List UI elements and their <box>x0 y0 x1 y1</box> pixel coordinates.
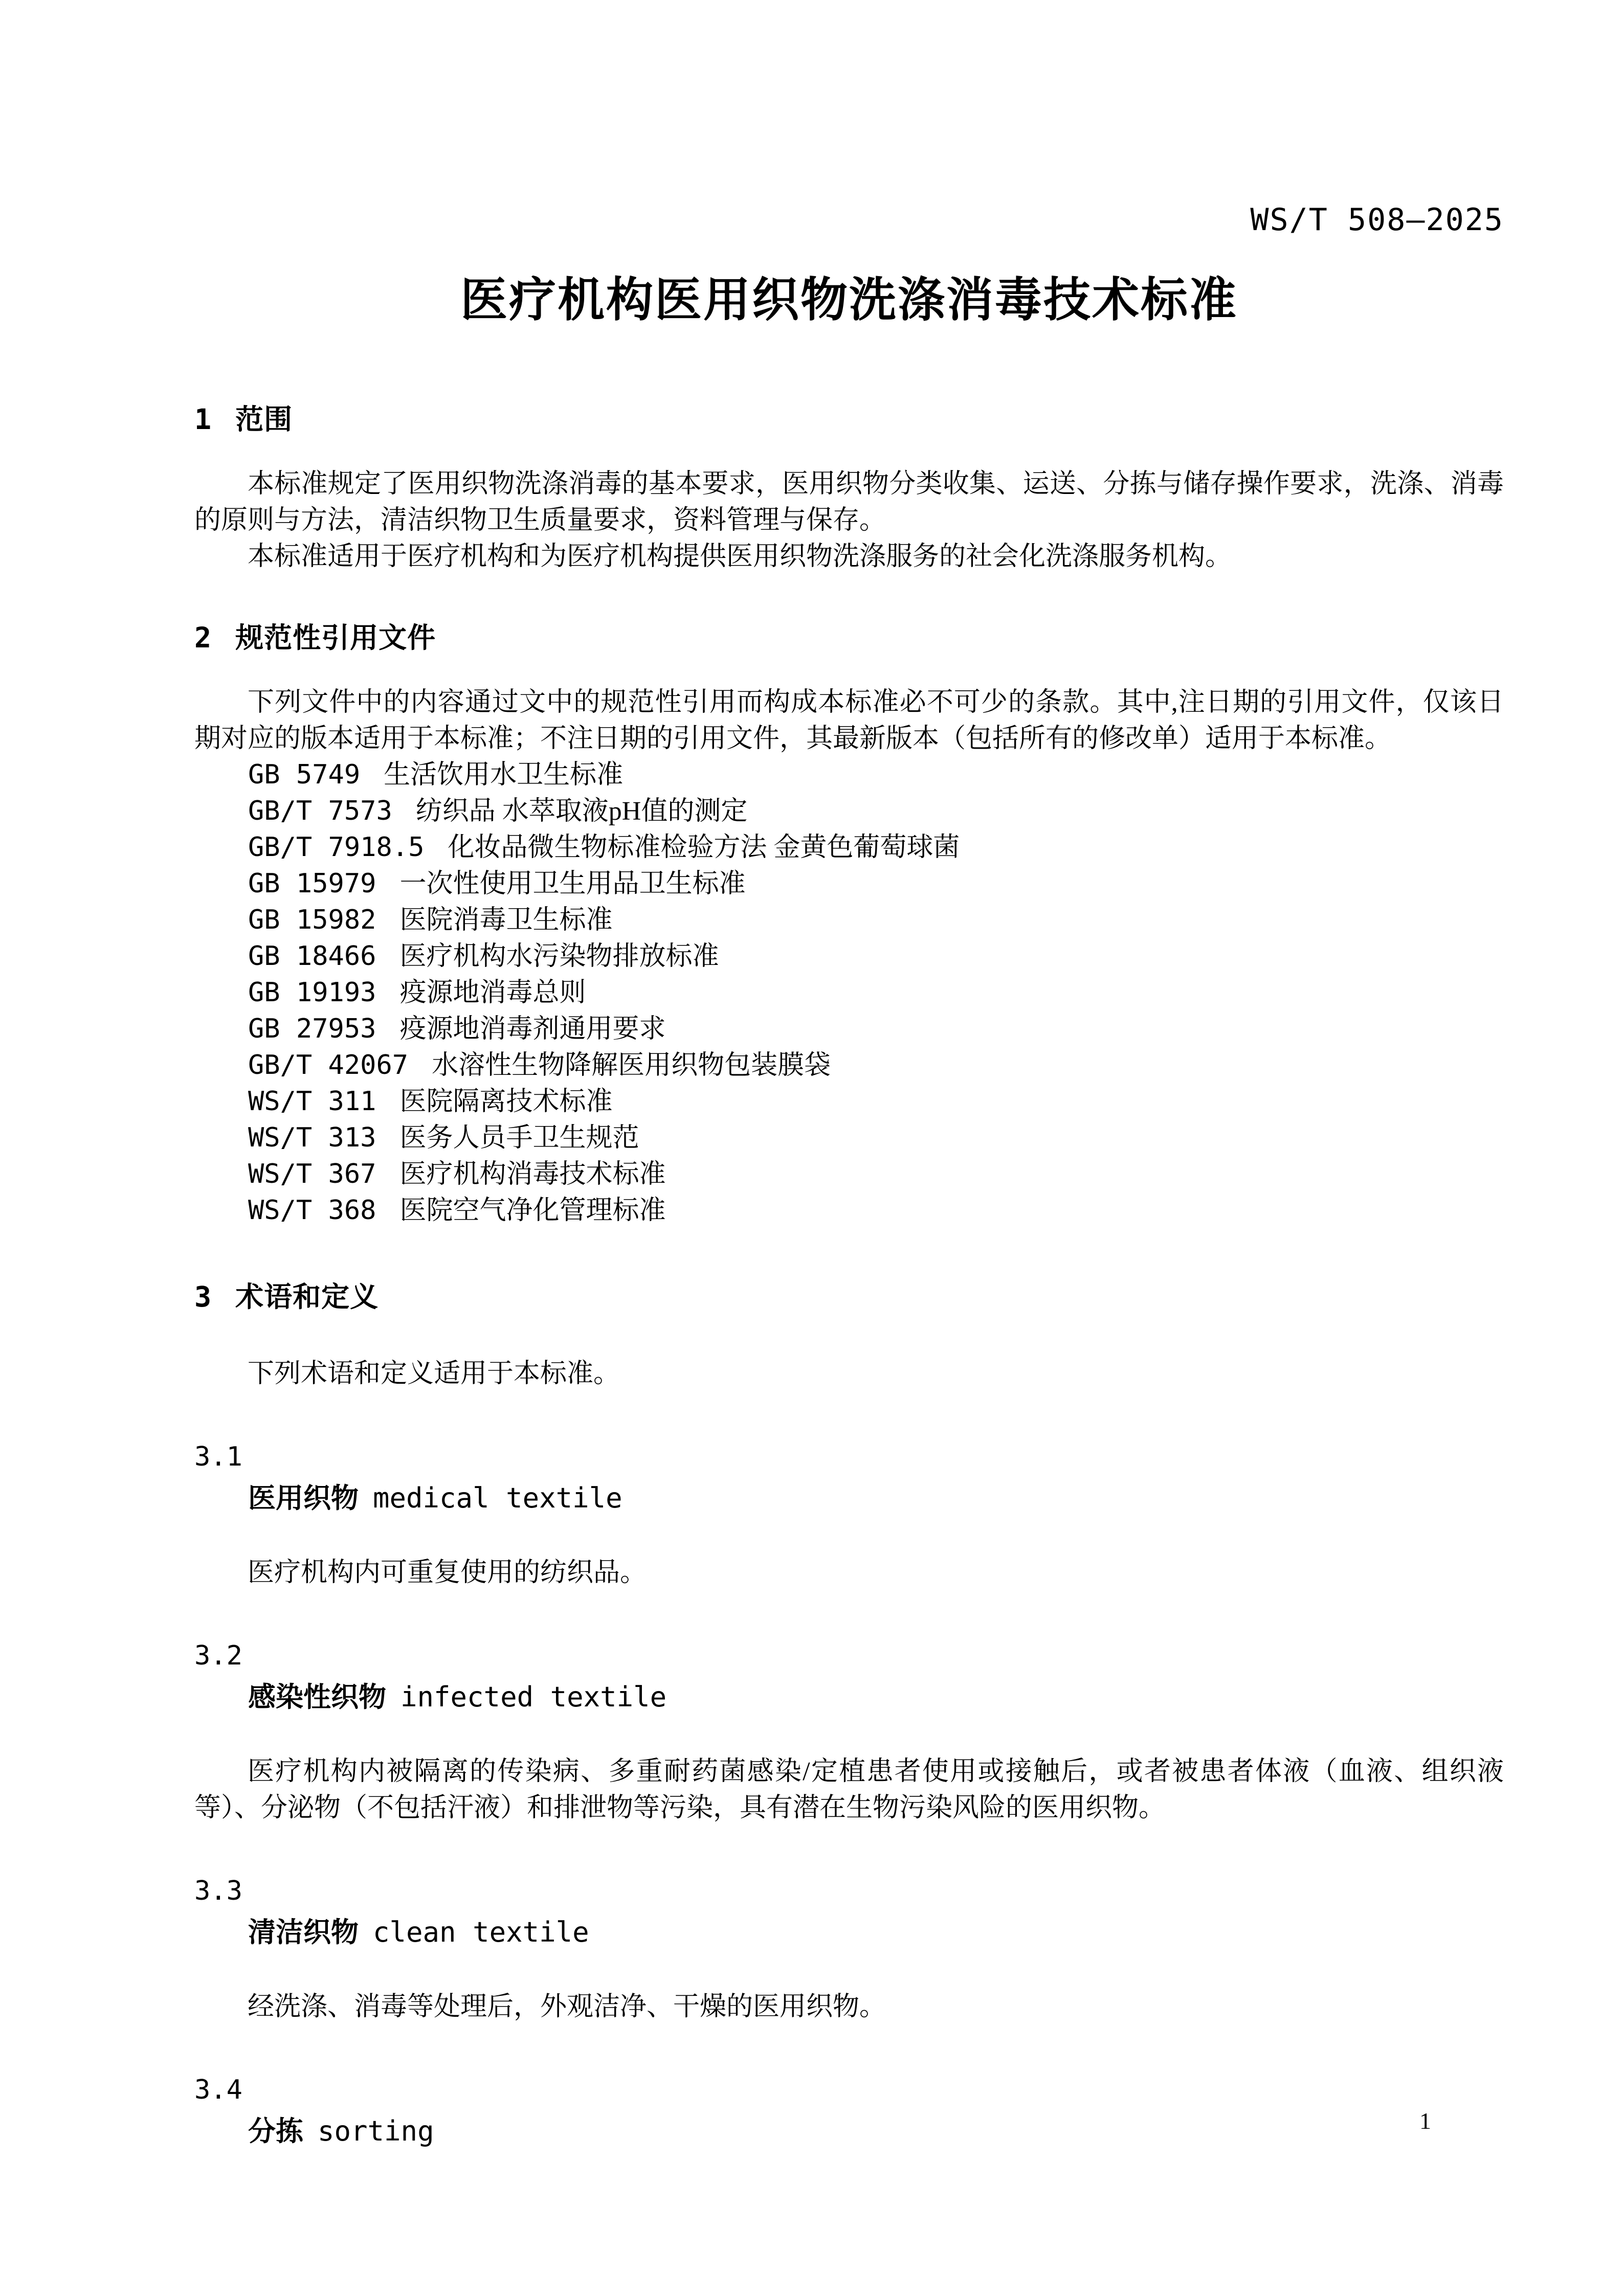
term-zh: 清洁织物 <box>248 1917 359 1948</box>
section-2-heading <box>194 622 1504 654</box>
term-block-3-4 <box>194 2074 1504 2148</box>
reference-title: 纺织品 水萃取液pH值的测定 <box>415 797 748 826</box>
term-definition: 医疗机构内被隔离的传染病、多重耐药菌感染/定植患者使用或接触后，或者被患者体液（血液、组织液等）、分泌物（不包括汗液）和排泄物等污染，具有潜在生物污染风险的医用织物。 <box>194 1757 1504 1822</box>
reference-item <box>194 866 1504 902</box>
reference-item <box>194 1120 1504 1156</box>
term-title <box>194 2115 1504 2148</box>
reference-code: GB 18466 <box>248 941 376 972</box>
term-en: infected textile <box>401 1681 667 1713</box>
section-2-number: 2 <box>194 621 212 654</box>
reference-code: WS/T 313 <box>248 1122 376 1153</box>
section-3-number: 3 <box>194 1280 212 1313</box>
term-title <box>194 1482 1504 1515</box>
reference-title: 疫源地消毒剂通用要求 <box>399 1015 666 1044</box>
section-3-heading <box>194 1281 1504 1313</box>
term-block-3-3 <box>194 1875 1504 2025</box>
reference-item <box>194 938 1504 975</box>
reference-code: GB/T 7918.5 <box>248 832 425 863</box>
term-en: sorting <box>318 2115 434 2147</box>
reference-code: GB 27953 <box>248 1014 376 1044</box>
term-en: clean textile <box>373 1916 589 1948</box>
term-definition: 医疗机构内可重复使用的纺织品。 <box>248 1558 647 1587</box>
section-1-heading <box>194 403 1504 435</box>
reference-item <box>194 1047 1504 1084</box>
reference-item <box>194 793 1504 829</box>
normative-references-intro: 下列文件中的内容通过文中的规范性引用而构成本标准必不可少的条款。其中,注日期的引用文件，仅该日期对应的版本适用于本标准；不注日期的引用文件，其最新版本（包括所有的修改单）适用于本标准。 <box>194 688 1504 753</box>
doc-number: WS/T 508—2025 <box>1250 202 1504 238</box>
reference-title: 化妆品微生物标准检验方法 金黄色葡萄球菌 <box>448 833 960 862</box>
reference-item <box>194 902 1504 938</box>
reference-title: 水溶性生物降解医用织物包装膜袋 <box>432 1051 831 1080</box>
reference-code: GB 15979 <box>248 868 376 899</box>
reference-item <box>194 975 1504 1011</box>
reference-title: 医院消毒卫生标准 <box>399 906 613 935</box>
reference-code: WS/T 368 <box>248 1195 376 1226</box>
reference-title: 医务人员手卫生规范 <box>399 1123 639 1153</box>
reference-title: 医疗机构水污染物排放标准 <box>399 942 719 971</box>
reference-title: 医院隔离技术标准 <box>399 1087 613 1116</box>
reference-code: WS/T 367 <box>248 1159 376 1189</box>
terms-intro: 下列术语和定义适用于本标准。 <box>248 1359 620 1388</box>
reference-item <box>194 1084 1504 1120</box>
term-number: 3.3 <box>194 1876 242 1906</box>
reference-code: GB/T 7573 <box>248 796 392 826</box>
reference-item <box>194 829 1504 866</box>
term-definition: 经洗涤、消毒等处理后，外观洁净、干燥的医用织物。 <box>248 1992 886 2021</box>
scope-paragraph-2: 本标准适用于医疗机构和为医疗机构提供医用织物洗涤服务的社会化洗涤服务机构。 <box>248 542 1232 571</box>
term-zh: 医用织物 <box>248 1483 359 1514</box>
reference-title: 生活饮用水卫生标准 <box>384 760 624 790</box>
page-number: 1 <box>1419 2108 1431 2134</box>
normative-references-list <box>194 757 1504 1229</box>
reference-code: GB/T 42067 <box>248 1050 409 1081</box>
reference-code: GB 19193 <box>248 977 376 1008</box>
section-1-number: 1 <box>194 403 212 436</box>
term-block-3-1 <box>194 1441 1504 1591</box>
reference-code: WS/T 311 <box>248 1086 376 1117</box>
reference-item <box>194 1156 1504 1192</box>
term-zh: 感染性织物 <box>248 1682 386 1713</box>
reference-code: GB 5749 <box>248 759 361 790</box>
reference-item <box>194 757 1504 793</box>
term-number: 3.2 <box>194 1640 242 1671</box>
reference-code: GB 15982 <box>248 905 376 935</box>
reference-title: 医疗机构消毒技术标准 <box>399 1160 666 1189</box>
reference-item <box>194 1192 1504 1229</box>
term-number: 3.4 <box>194 2075 242 2105</box>
term-title <box>194 1681 1504 1714</box>
scope-paragraph-1: 本标准规定了医用织物洗涤消毒的基本要求，医用织物分类收集、运送、分拣与储存操作要求，洗涤、消毒的原则与方法，清洁织物卫生质量要求，资料管理与保存。 <box>194 469 1504 535</box>
section-3-title: 术语和定义 <box>235 1281 379 1313</box>
reference-title: 疫源地消毒总则 <box>399 978 586 1007</box>
reference-title: 医院空气净化管理标准 <box>399 1196 666 1225</box>
reference-title: 一次性使用卫生用品卫生标准 <box>399 869 746 898</box>
section-1-title: 范围 <box>235 403 293 435</box>
term-block-3-2 <box>194 1640 1504 1826</box>
term-en: medical textile <box>373 1482 622 1514</box>
term-zh: 分拣 <box>248 2116 303 2147</box>
section-2-title: 规范性引用文件 <box>235 622 436 654</box>
term-number: 3.1 <box>194 1442 242 1472</box>
term-title <box>194 1916 1504 1949</box>
reference-item <box>194 1011 1504 1047</box>
document-title: 医疗机构医用织物洗涤消毒技术标准 <box>460 274 1238 326</box>
